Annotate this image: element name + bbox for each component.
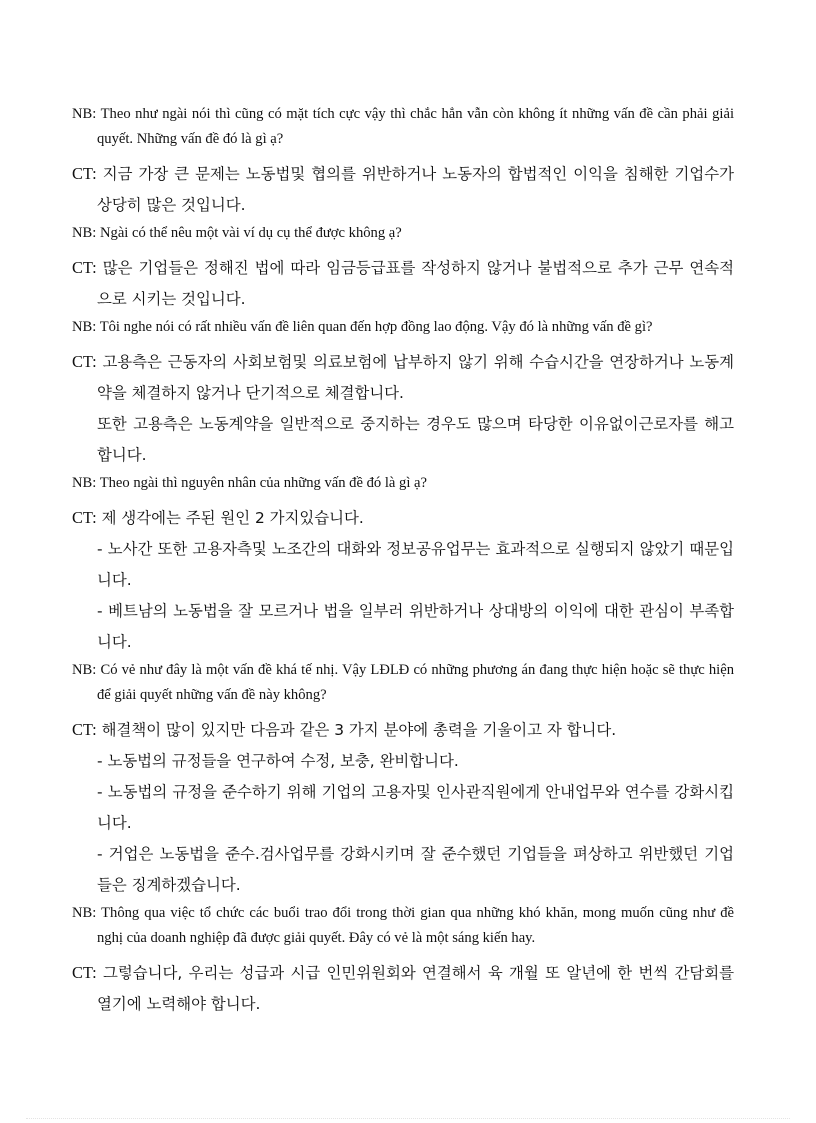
speaker-label: CT: (72, 508, 97, 527)
paragraph-ct-bullet (72, 746, 734, 777)
paragraph-text: 해결책이 많이 있지만 다음과 같은 3 가지 분야에 총력을 기울이고 자 합니다. (101, 721, 617, 739)
paragraph-nb (72, 315, 734, 340)
speaker-label: NB: (72, 225, 97, 241)
paragraph-ct-bullet (72, 777, 734, 839)
paragraph-text: 그렇습니다, 우리는 성급과 시급 인민위원회와 연결해서 육 개월 또 알년에 한 번씩 간담회를 열기에 노력해야 합니다. (97, 964, 734, 1013)
page-bottom-divider (26, 1118, 790, 1119)
speaker-label: NB: (72, 905, 97, 921)
paragraph-text: - 거업은 노동법을 준수.검사업무를 강화시키며 잘 준수했던 기업들을 펴상하고 위반했던 기업들은 징계하겠습니다. (97, 845, 734, 894)
paragraph-nb (72, 102, 734, 152)
paragraph-ct (72, 252, 734, 315)
paragraph-text: 지금 가장 큰 문제는 노동법및 협의를 위반하거나 노동자의 합법적인 이익을 침해한 기업수가 상당히 많은 것입니다. (97, 165, 734, 214)
paragraph-nb (72, 471, 734, 496)
speaker-label: CT: (72, 164, 97, 183)
speaker-label: NB: (72, 662, 97, 678)
paragraph-text: - 노동법의 규정들을 연구하여 수정, 보충, 완비합니다. (97, 752, 459, 770)
speaker-label: CT: (72, 352, 97, 371)
paragraph-text: - 베트남의 노동법을 잘 모르거나 법을 일부러 위반하거나 상대방의 이익에 대한 관심이 부족합니다. (97, 602, 734, 651)
paragraph-text: 고용측은 근동자의 사회보험및 의료보험에 납부하지 않기 위해 수습시간을 연장하거나 노동계약을 체결하지 않거나 단기적으로 체결합니다. (97, 353, 734, 402)
paragraph-text: Thông qua việc tổ chức các buổi trao đổi trong thời gian qua những khó khăn, mong muốn cũng như đề nghị của doanh nghiệp đã được giải quyết. Đây có vẻ là một sáng kiến hay. (97, 905, 735, 946)
paragraph-nb (72, 658, 734, 708)
paragraph-text: Ngài có thể nêu một vài ví dụ cụ thể được không ạ? (99, 225, 402, 241)
paragraph-text: 또한 고용측은 노동계약을 일반적으로 중지하는 경우도 많으며 타당한 이유없이근로자를 해고합니다. (97, 415, 734, 464)
paragraph-ct (72, 502, 734, 534)
speaker-label: CT: (72, 963, 97, 982)
paragraph-ct-continuation (72, 409, 734, 471)
paragraph-text: 제 생각에는 주된 원인 2 가지있습니다. (101, 509, 364, 527)
paragraph-ct (72, 346, 734, 409)
paragraph-ct (72, 714, 734, 746)
paragraph-ct-bullet (72, 534, 734, 596)
paragraph-ct-bullet (72, 839, 734, 901)
paragraph-nb (72, 221, 734, 246)
paragraph-text: - 노동법의 규정을 준수하기 위해 기업의 고용자및 인사관직원에게 안내업무와 연수를 강화시킵니다. (97, 783, 734, 832)
paragraph-text: - 노사간 또한 고용자측및 노조간의 대화와 정보공유업무는 효과적으로 실행되지 않았기 때문입니다. (97, 540, 734, 589)
paragraph-text: Tôi nghe nói có rất nhiều vấn đề liên quan đến hợp đồng lao động. Vậy đó là những vấn đề gì? (99, 319, 653, 335)
paragraph-ct (72, 158, 734, 221)
paragraph-ct-bullet (72, 596, 734, 658)
paragraph-text: Có vẻ như đây là một vấn đề khá tế nhị. Vậy LĐLĐ có những phương án đang thực hiện hoặc sẽ thực hiện để giải quyết những vấn đề này không? (97, 662, 734, 703)
paragraph-text: Theo ngài thì nguyên nhân của những vấn đề đó là gì ạ? (99, 475, 427, 491)
paragraph-text: Theo như ngài nói thì cũng có mặt tích cực vậy thì chắc hẳn vẫn còn không ít những vấn đề cần phải giải quyết. Những vấn đề đó là gì ạ? (97, 106, 734, 147)
speaker-label: NB: (72, 319, 97, 335)
document-body (72, 102, 734, 1020)
paragraph-ct (72, 957, 734, 1020)
speaker-label: NB: (72, 106, 97, 122)
speaker-label: CT: (72, 258, 97, 277)
speaker-label: CT: (72, 720, 97, 739)
paragraph-text: 많은 기업들은 정해진 법에 따라 임금등급표를 작성하지 않거나 불법적으로 추가 근무 연속적으로 시키는 것입니다. (97, 259, 734, 308)
speaker-label: NB: (72, 475, 97, 491)
paragraph-nb (72, 901, 734, 951)
